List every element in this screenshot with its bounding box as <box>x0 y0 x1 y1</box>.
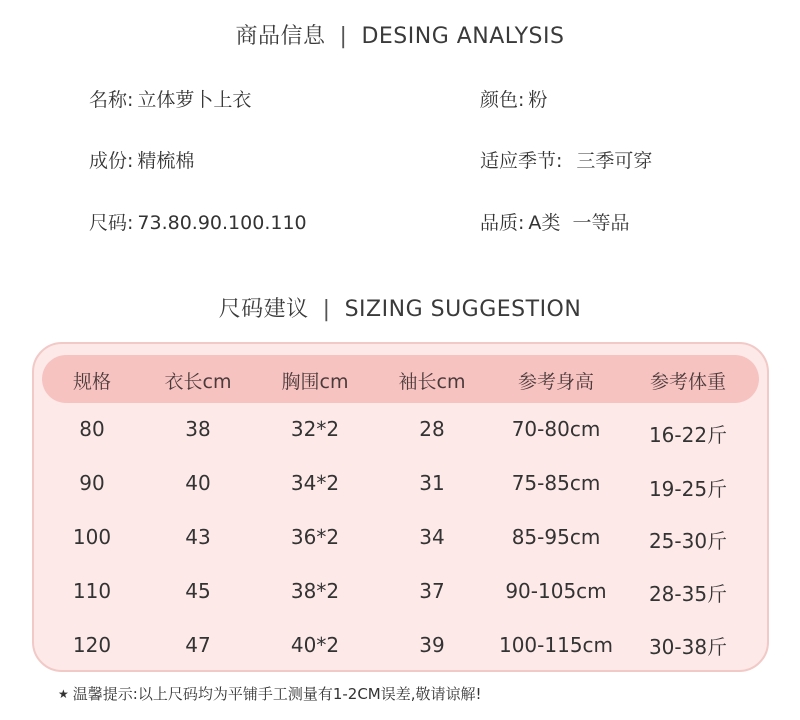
info-material-label: 成份: <box>89 150 134 172</box>
product-info-title-en: DESING ANALYSIS <box>361 24 565 49</box>
table-cell: 80 <box>79 417 105 441</box>
info-name-label: 名称: <box>89 89 134 111</box>
header-cell-height: 参考身高 <box>517 371 595 393</box>
table-cell: 28 <box>419 417 445 441</box>
header-cell-length: 衣长cm <box>164 371 232 393</box>
info-season <box>480 146 652 173</box>
table-cell: 32*2 <box>290 417 340 441</box>
header-cell-weight: 参考体重 <box>649 371 727 393</box>
table-cell: 30-38斤 <box>648 635 728 659</box>
table-cell: 38*2 <box>290 579 340 603</box>
header-cell-spec: 规格 <box>72 371 112 393</box>
info-name-value: 立体萝卜上衣 <box>137 89 252 111</box>
sizing-title-cn: 尺码建议 <box>218 297 309 322</box>
table-cell: 75-85cm <box>511 471 601 495</box>
table-cell: 70-80cm <box>511 417 601 441</box>
header-cell-chest: 胸围cm <box>281 371 349 393</box>
info-quality <box>480 208 629 235</box>
table-cell: 25-30斤 <box>648 529 728 553</box>
info-material <box>89 146 194 173</box>
table-cell: 90 <box>79 471 105 495</box>
table-cell: 37 <box>419 579 445 603</box>
table-cell: 36*2 <box>290 525 340 549</box>
table-cell: 110 <box>72 579 112 603</box>
product-info-title <box>0 19 800 50</box>
header-cell-sleeve: 袖长cm <box>398 371 466 393</box>
table-cell: 100 <box>72 525 112 549</box>
sizing-title-en: SIZING SUGGESTION <box>344 297 582 322</box>
info-name <box>89 85 251 112</box>
table-cell: 45 <box>185 579 211 603</box>
info-material-value: 精梳棉 <box>137 150 195 172</box>
table-cell: 120 <box>72 633 112 657</box>
table-cell: 28-35斤 <box>648 582 728 606</box>
table-cell: 40*2 <box>290 633 340 657</box>
table-cell: 34 <box>419 525 445 549</box>
measurement-note-text: 温馨提示:以上尺码均为平铺手工测量有1-2CM误差,敬请谅解! <box>72 685 482 703</box>
info-season-value: 三季可穿 <box>576 150 653 172</box>
table-cell: 43 <box>185 525 211 549</box>
info-color-value: 粉 <box>528 89 548 111</box>
table-cell: 38 <box>185 417 211 441</box>
sizing-title <box>0 292 800 323</box>
title-separator: | <box>322 297 331 322</box>
table-cell: 34*2 <box>290 471 340 495</box>
info-quality-value: A类 一等品 <box>528 212 630 234</box>
table-cell: 39 <box>419 633 445 657</box>
info-color-label: 颜色: <box>480 89 525 111</box>
table-cell: 40 <box>185 471 211 495</box>
title-separator: | <box>339 24 348 49</box>
table-cell: 47 <box>185 633 211 657</box>
info-quality-label: 品质: <box>480 212 525 234</box>
info-color <box>480 85 547 112</box>
table-cell: 19-25斤 <box>648 477 728 501</box>
table-cell: 85-95cm <box>511 525 601 549</box>
table-cell: 31 <box>419 471 445 495</box>
info-size-label: 尺码: <box>89 212 134 234</box>
table-cell: 16-22斤 <box>648 423 728 447</box>
table-cell: 100-115cm <box>498 633 614 657</box>
measurement-note <box>58 683 482 704</box>
star-icon: ★ <box>58 687 69 701</box>
info-season-label: 适应季节: <box>480 150 563 172</box>
product-info-title-cn: 商品信息 <box>235 24 326 49</box>
info-size-value: 73.80.90.100.110 <box>137 212 307 234</box>
info-size <box>89 208 307 235</box>
table-cell: 90-105cm <box>505 579 607 603</box>
